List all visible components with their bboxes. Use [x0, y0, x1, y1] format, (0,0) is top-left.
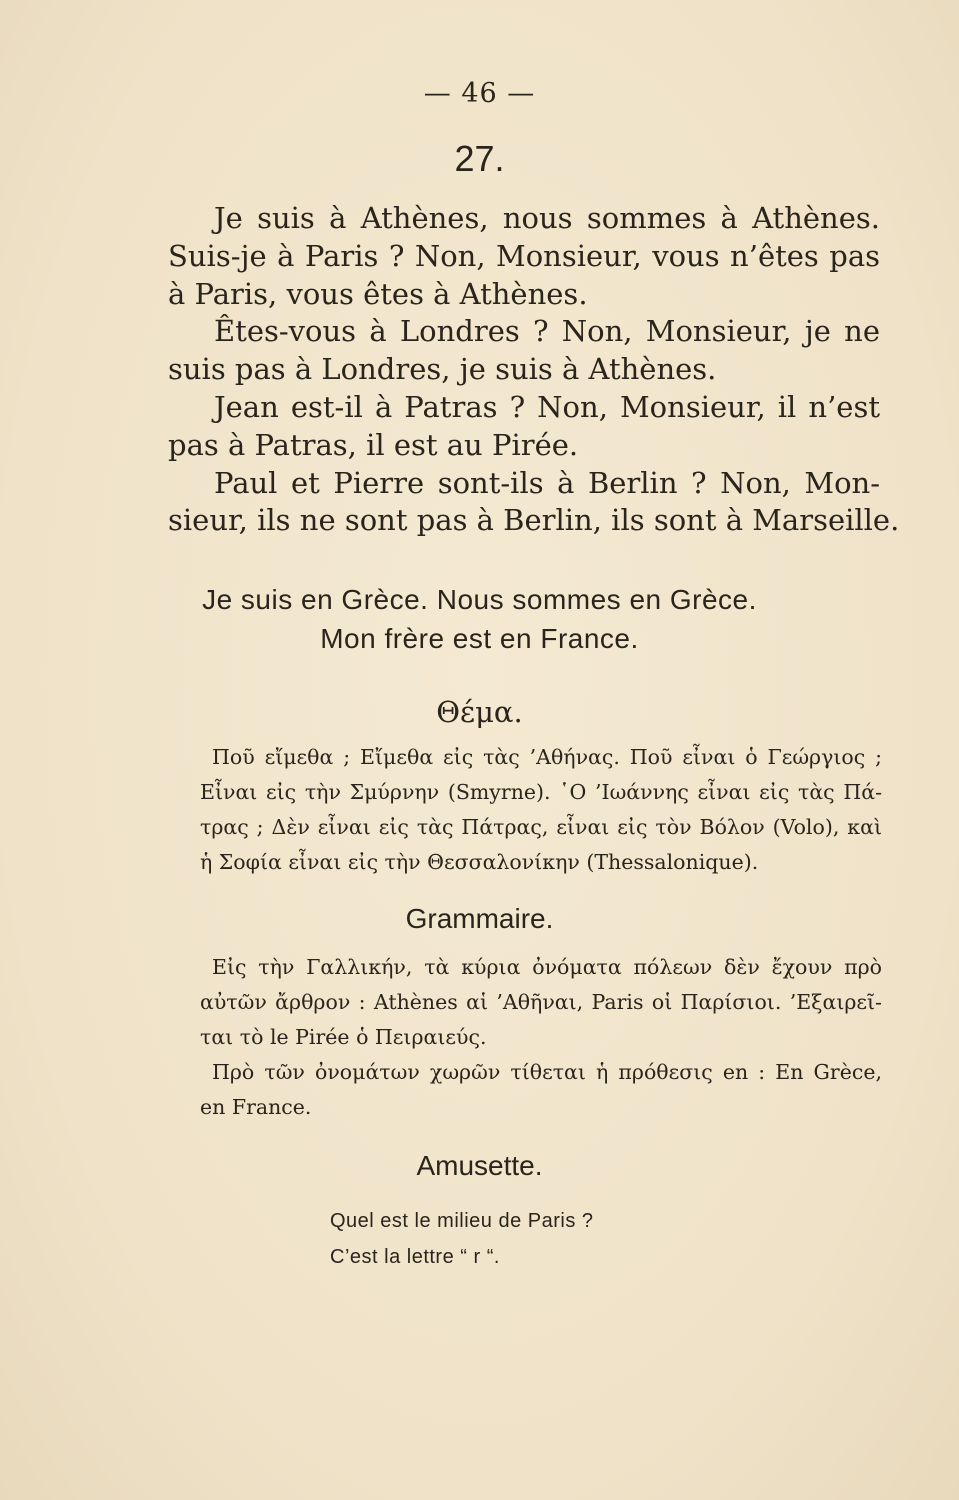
- lesson-number: 27.: [454, 138, 505, 179]
- thema-line: τρας ; Δὲν εἶναι εἰς τὰς Πάτρας, εἶναι εἰς τὸν Βόλον (Volo), καὶ: [200, 815, 882, 839]
- page-number: — 46 —: [423, 78, 536, 109]
- reading-line: Suis-je à Paris ? Non, Monsieur, vous n’êtes pas: [168, 238, 880, 273]
- thema-line: Ποῦ εἴμεθα ; Εἴμεθα εἰς τὰς ’Αθήνας. Ποῦ εἶναι ὁ Γεώργιος ;: [212, 745, 882, 769]
- grammaire-line: en France.: [200, 1095, 312, 1119]
- reading-line: à Paris, vous êtes à Athènes.: [168, 276, 588, 311]
- amusette-heading: Amusette.: [416, 1150, 543, 1181]
- amusette-text: [330, 1203, 730, 1275]
- amusette-line: Quel est le milieu de Paris ?: [330, 1210, 594, 1232]
- reading-passage: [168, 200, 900, 540]
- summary-sentences: [0, 580, 959, 658]
- thema-heading: Θέμα.: [436, 695, 523, 729]
- reading-line: suis pas à Londres, je suis à Athènes.: [168, 352, 717, 387]
- reading-line: Jean est-il à Patras ? Non, Monsieur, il n’est: [214, 389, 880, 424]
- thema-line: ἡ Σοφία εἶναι εἰς τὴν Θεσσαλονίκην (Thessalonique).: [200, 850, 759, 874]
- thema-text: [200, 740, 882, 880]
- grammaire-line: αὐτῶν ἄρθρον : Athènes αἱ ’Αθῆναι, Paris οἱ Παρίσιοι. ’Εξαιρεῖ-: [200, 990, 882, 1014]
- thema-line: Εἶναι εἰς τὴν Σμύρνην (Smyrne). ῾Ο ’Ιωάννης εἶναι εἰς τὰς Πά-: [200, 780, 882, 804]
- reading-line: pas à Patras, il est au Pirée.: [168, 427, 579, 462]
- reading-line: sieur, ils ne sont pas à Berlin, ils sont à Marseille.: [168, 503, 900, 538]
- grammaire-line: Εἰς τὴν Γαλλικήν, τὰ κύρια ὀνόματα πόλεων δὲν ἔχουν πρὸ: [212, 955, 882, 979]
- summary-line: Mon frère est en France.: [320, 623, 639, 654]
- reading-line: Je suis à Athènes, nous sommes à Athènes.: [214, 201, 880, 235]
- grammaire-text: [200, 950, 882, 1125]
- reading-line: Êtes-vous à Londres ? Non, Monsieur, je ne: [214, 314, 880, 349]
- amusette-line: C’est la lettre “ r “.: [330, 1246, 500, 1268]
- grammaire-heading: Grammaire.: [405, 903, 554, 934]
- grammaire-line: ται τὸ le Pirée ὁ Πειραιεύς.: [200, 1025, 487, 1049]
- grammaire-line: Πρὸ τῶν ὀνομάτων χωρῶν τίθεται ἡ πρόθεσις en : En Grèce,: [212, 1060, 882, 1084]
- summary-line: Je suis en Grèce. Nous sommes en Grèce.: [202, 584, 757, 615]
- reading-line: Paul et Pierre sont-ils à Berlin ? Non, Mon-: [214, 465, 880, 500]
